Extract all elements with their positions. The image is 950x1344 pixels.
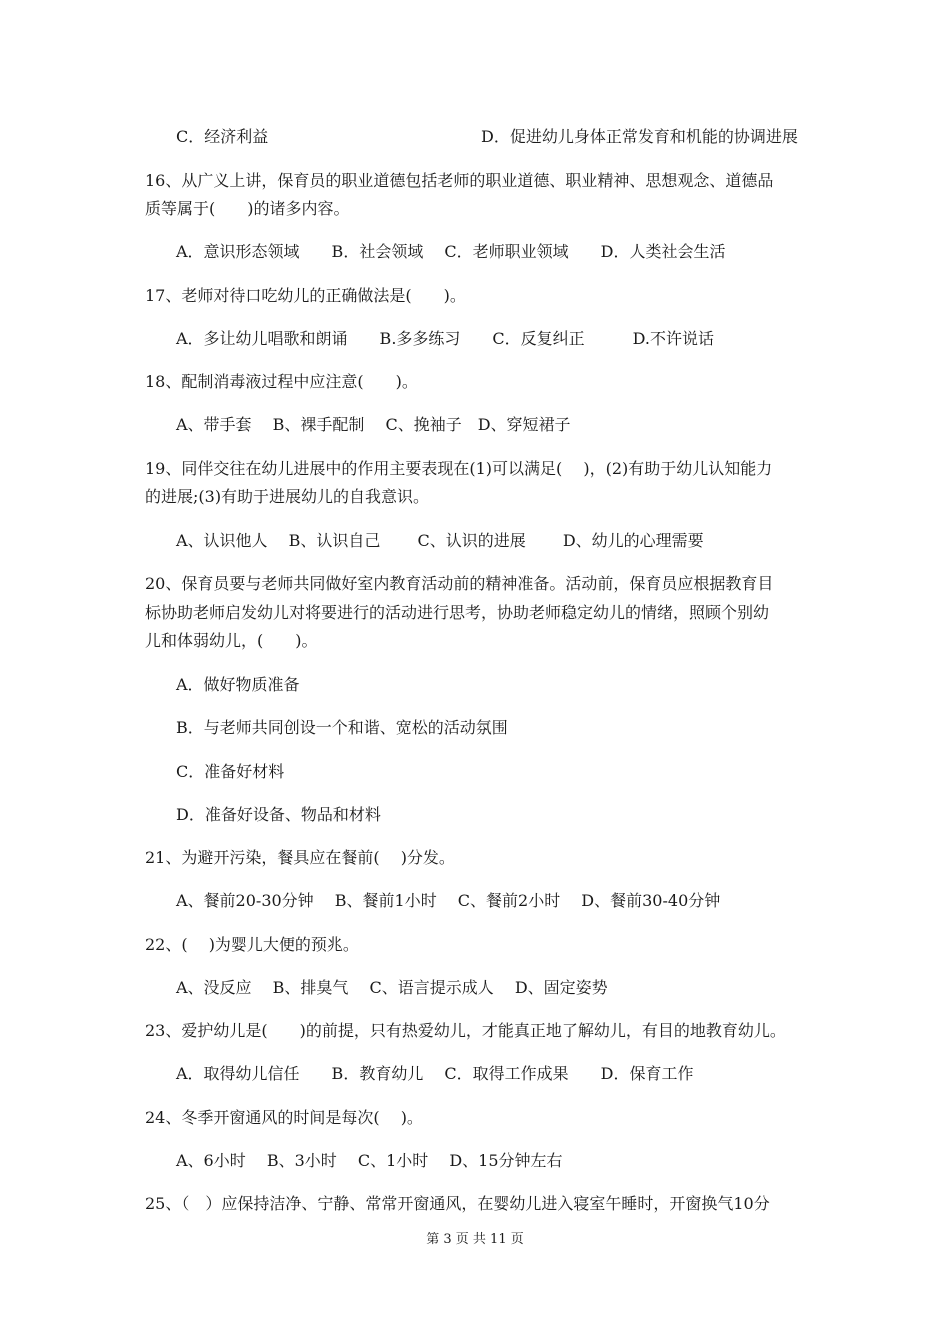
q20-option-b: B．与老师共同创设一个和谐、宽松的活动氛围: [176, 718, 508, 737]
q16-options: A．意识形态领域 B．社会领域 C．老师职业领域 D．人类社会生活: [176, 242, 726, 261]
q17-options: A．多让幼儿唱歌和朗诵 B.多多练习 C．反复纠正 D.不许说话: [176, 329, 714, 348]
q15-option-c: C．经济利益: [176, 127, 269, 146]
q24-options: A、6小时 B、3小时 C、1小时 D、15分钟左右: [176, 1151, 563, 1170]
q19-stem-line2: 的进展;(3)有助于进展幼儿的自我意识。: [145, 487, 430, 506]
q16-stem-line2: 质等属于( )的诸多内容。: [145, 199, 350, 218]
q18-options: A、带手套 B、裸手配制 C、挽袖子 D、穿短裙子: [176, 415, 571, 434]
q19-stem-line1: 19、同伴交往在幼儿进展中的作用主要表现在(1)可以满足( )，(2)有助于幼儿认知能力: [145, 459, 773, 478]
q20-option-d: D．准备好设备、物品和材料: [176, 805, 381, 824]
q23-stem: 23、爱护幼儿是( )的前提，只有热爱幼儿，才能真正地了解幼儿，有目的地教育幼儿。: [145, 1021, 786, 1040]
q21-stem: 21、为避开污染，餐具应在餐前( )分发。: [145, 848, 455, 867]
q18-stem: 18、配制消毒液过程中应注意( )。: [145, 372, 418, 391]
q23-options: A．取得幼儿信任 B．教育幼儿 C．取得工作成果 D．保育工作: [176, 1064, 694, 1083]
q20-option-c: C．准备好材料: [176, 762, 285, 781]
q25-stem: 25、（ ）应保持洁净、宁静、常常开窗通风，在婴幼儿进入寝室午睡时，开窗换气10分: [145, 1194, 770, 1213]
q19-options: A、认识他人 B、认识自己 C、认识的进展 D、幼儿的心理需要: [176, 531, 704, 550]
q22-options: A、没反应 B、排臭气 C、语言提示成人 D、固定姿势: [176, 978, 608, 997]
q20-option-a: A．做好物质准备: [176, 675, 300, 694]
page-footer: 第 3 页 共 11 页: [426, 1232, 524, 1247]
q22-stem: 22、( )为婴儿大便的预兆。: [145, 935, 359, 954]
q21-options: A、餐前20-30分钟 B、餐前1小时 C、餐前2小时 D、餐前30-40分钟: [176, 891, 721, 910]
q20-stem-line2: 标协助老师启发幼儿对将要进行的活动进行思考，协助老师稳定幼儿的情绪，照顾个别幼: [145, 603, 770, 622]
q20-stem-line1: 20、保育员要与老师共同做好室内教育活动前的精神准备。活动前，保育员应根据教育目: [145, 574, 774, 593]
q20-stem-line3: 儿和体弱幼儿，( )。: [145, 631, 318, 650]
q15-option-d: D．促进幼儿身体正常发育和机能的协调进展: [481, 127, 798, 146]
q24-stem: 24、冬季开窗通风的时间是每次( )。: [145, 1108, 423, 1127]
q16-stem-line1: 16、从广义上讲，保育员的职业道德包括老师的职业道德、职业精神、思想观念、道德品: [145, 171, 774, 190]
q17-stem: 17、老师对待口吃幼儿的正确做法是( )。: [145, 286, 466, 305]
